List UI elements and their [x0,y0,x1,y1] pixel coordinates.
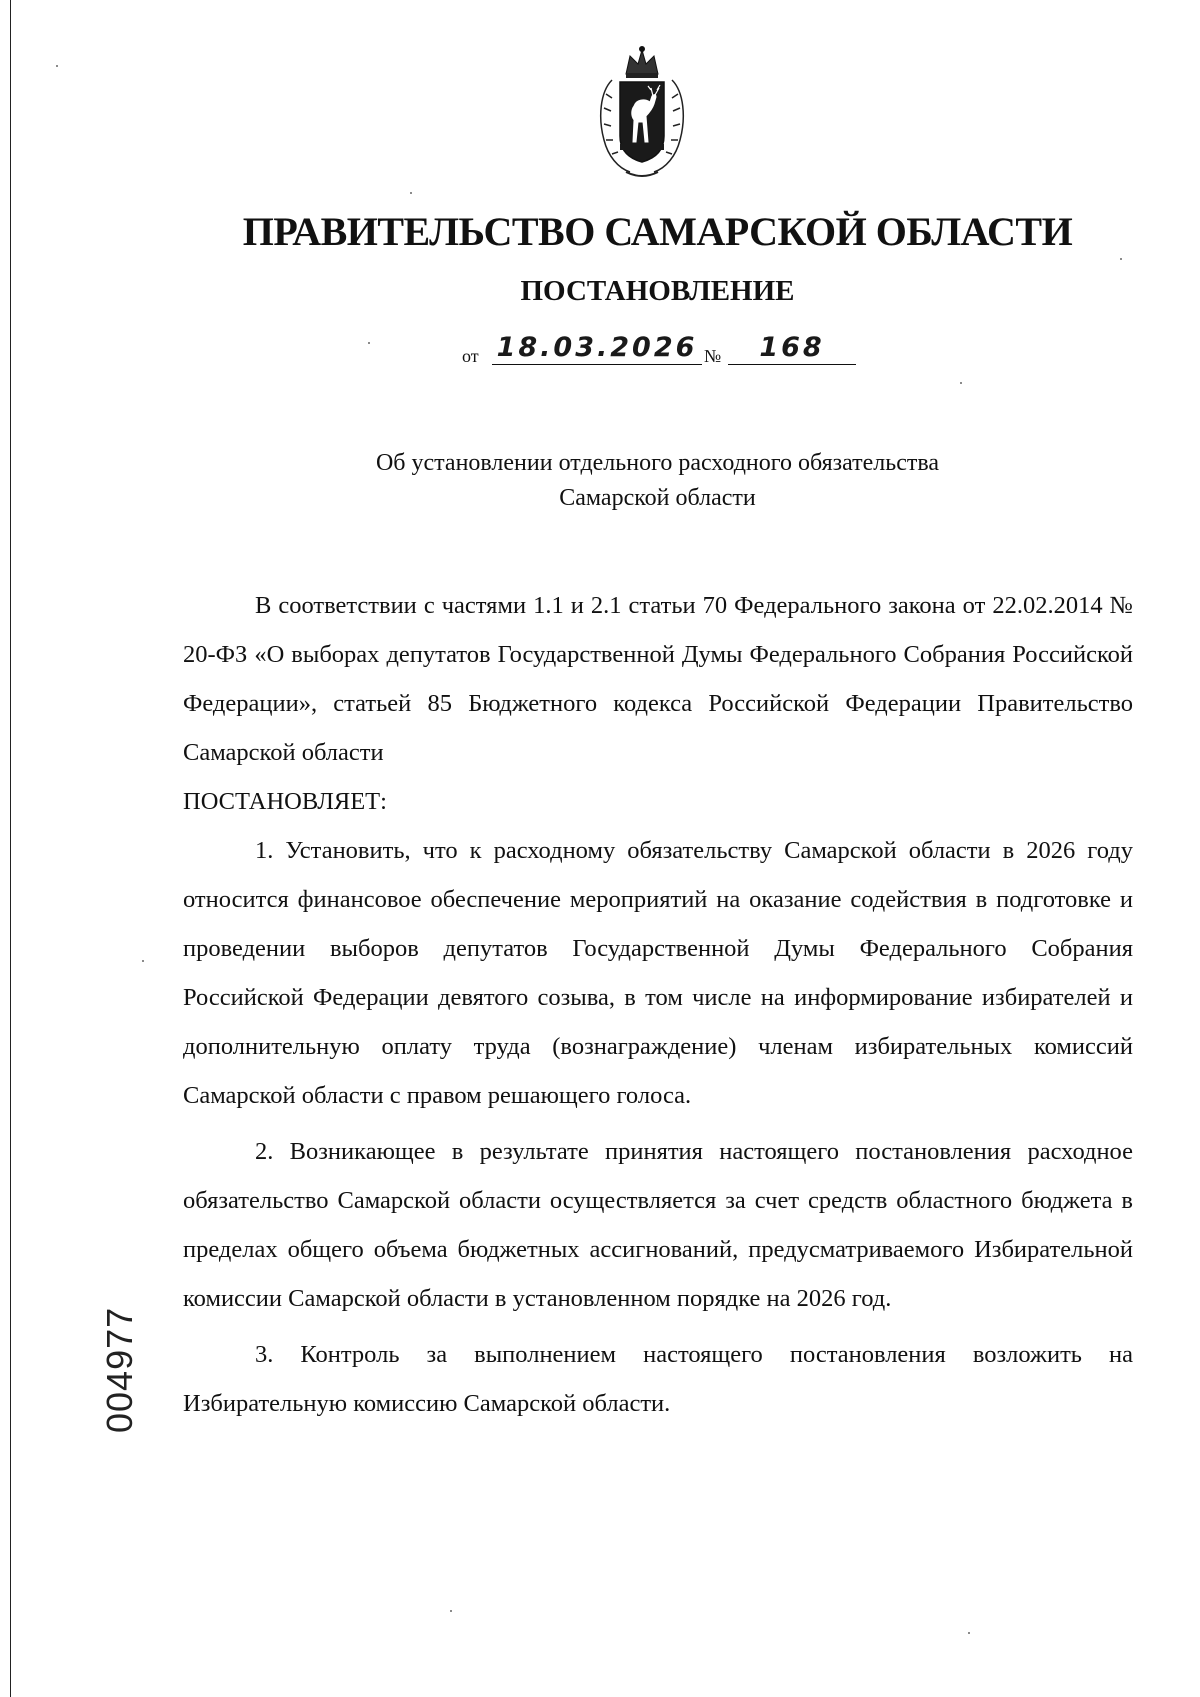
number-prefix: № [704,346,722,366]
crown-icon [626,46,658,78]
registration-number: 004977 [99,1306,140,1433]
scan-speck [968,1632,970,1634]
point-3-paragraph: 3. Контроль за выполнением настоящего постановления возложить на Избирательную комиссию Самарской области. [183,1341,1133,1417]
date-number-line [462,332,862,372]
document-subject [0,446,1200,516]
scan-speck [410,192,412,194]
government-title: ПРАВИТЕЛЬСТВО САМАРСКОЙ ОБЛАСТИ [242,209,1073,254]
subject-line: Самарской области [559,485,756,511]
scan-speck [56,65,58,67]
scan-speck [450,1610,452,1612]
document-number: 168 [728,332,856,365]
subject-line: Об установлении отдельного расходного обязательства [375,450,940,476]
emblem-base [620,144,664,150]
document-type: ПОСТАНОВЛЕНИЕ [520,275,795,307]
scan-speck [1120,258,1122,260]
point-2-paragraph: 2. Возникающее в результате принятия настоящего постановления расходное обязательство Самарской области осуществляется за счет средств областного бюджета в пределах общего объема бюджетных ассигнований, предусматриваемого Избирательной комиссии Самарской области в установленном порядке на 2026 год. [183,1138,1133,1312]
coat-of-arms-emblem [596,44,688,178]
date-prefix: от [462,346,479,366]
scan-speck [142,960,144,962]
document-date: 18.03.2026 [492,332,702,365]
document-body [183,581,1133,1428]
scan-speck [960,382,962,384]
point-1-paragraph: 1. Установить, что к расходному обязательству Самарской области в 2026 году относится финансовое обеспечение мероприятий на оказание содействия в подготовке и проведении выборов депутатов Государственной Думы Федерального Собрания Российской Федерации девятого созыва, в том числе на информирование избирателей и дополнительную оплату труда (вознаграждение) членам избирательных комиссий Самарской области с правом решающего голоса. [183,837,1133,1109]
decree-word: ПОСТАНОВЛЯЕТ: [183,788,387,815]
preamble-paragraph: В соответствии с частями 1.1 и 2.1 статьи 70 Федерального закона от 22.02.2014 № 20-ФЗ «О выборах депутатов Государственной Думы Федерального Собрания Российской Федерации», статьей 85 Бюджетного кодекса Российской Федерации Правительство Самарской области [183,592,1133,766]
scan-speck [368,342,370,344]
